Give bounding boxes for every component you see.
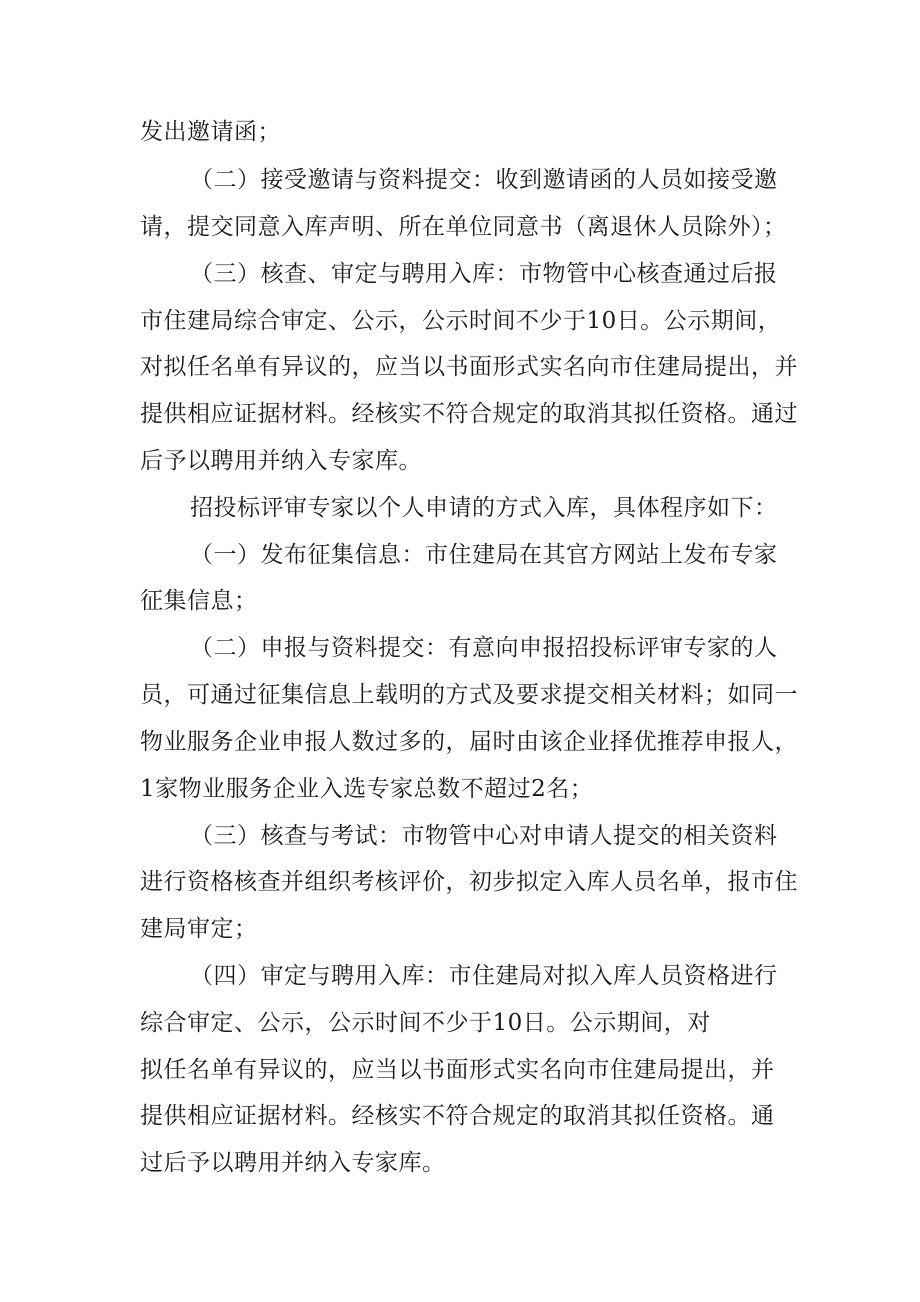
text-line: （四）审定与聘用入库：市住建局对拟入库人员资格进行 <box>190 963 778 989</box>
text-line: （二）申报与资料提交：有意向申报招投标评审专家的人 <box>190 635 778 661</box>
text-line: 过后予以聘用并纳入专家库。 <box>140 1150 446 1176</box>
text-line: 1家物业服务企业入选专家总数不超过2名； <box>140 776 594 802</box>
text-line: 拟任名单有异议的，应当以书面形式实名向市住建局提出，并 <box>140 1057 775 1083</box>
text-line: （二）接受邀请与资料提交：收到邀请函的人员如接受邀 <box>190 167 778 193</box>
text-line: （三）核查、审定与聘用入库：市物管中心核查通过后报 <box>190 261 778 287</box>
text-line: 提供相应证据材料。经核实不符合规定的取消其拟任资格。通过 <box>140 401 798 427</box>
text-line: 请，提交同意入库声明、所在单位同意书（离退休人员除外）； <box>140 214 787 240</box>
text-line: 综合审定、公示，公示时间不少于10日。公示期间，对 <box>140 1010 711 1036</box>
text-line: 发出邀请函； <box>140 119 281 145</box>
text-line: 征集信息； <box>140 588 258 614</box>
text-line: （一）发布征集信息：市住建局在其官方网站上发布专家 <box>190 542 778 568</box>
text-line: 提供相应证据材料。经核实不符合规定的取消其拟任资格。通 <box>140 1103 775 1129</box>
text-line: 物业服务企业申报人数过多的，届时由该企业择优推荐申报人， <box>140 729 798 755</box>
text-line: （三）核查与考试：市物管中心对申请人提交的相关资料 <box>190 823 778 849</box>
text-line: 员，可通过征集信息上载明的方式及要求提交相关材料；如同一 <box>140 682 798 708</box>
text-line: 招投标评审专家以个人申请的方式入库，具体程序如下： <box>190 495 778 521</box>
text-line: 对拟任名单有异议的，应当以书面形式实名向市住建局提出，并 <box>140 354 798 380</box>
text-line: 进行资格核查并组织考核评价，初步拟定入库人员名单，报市住 <box>140 869 798 895</box>
text-line: 建局审定； <box>140 916 258 942</box>
text-line: 市住建局综合审定、公示，公示时间不少于10日。公示期间， <box>140 308 782 334</box>
text-line: 后予以聘用并纳入专家库。 <box>140 448 422 474</box>
